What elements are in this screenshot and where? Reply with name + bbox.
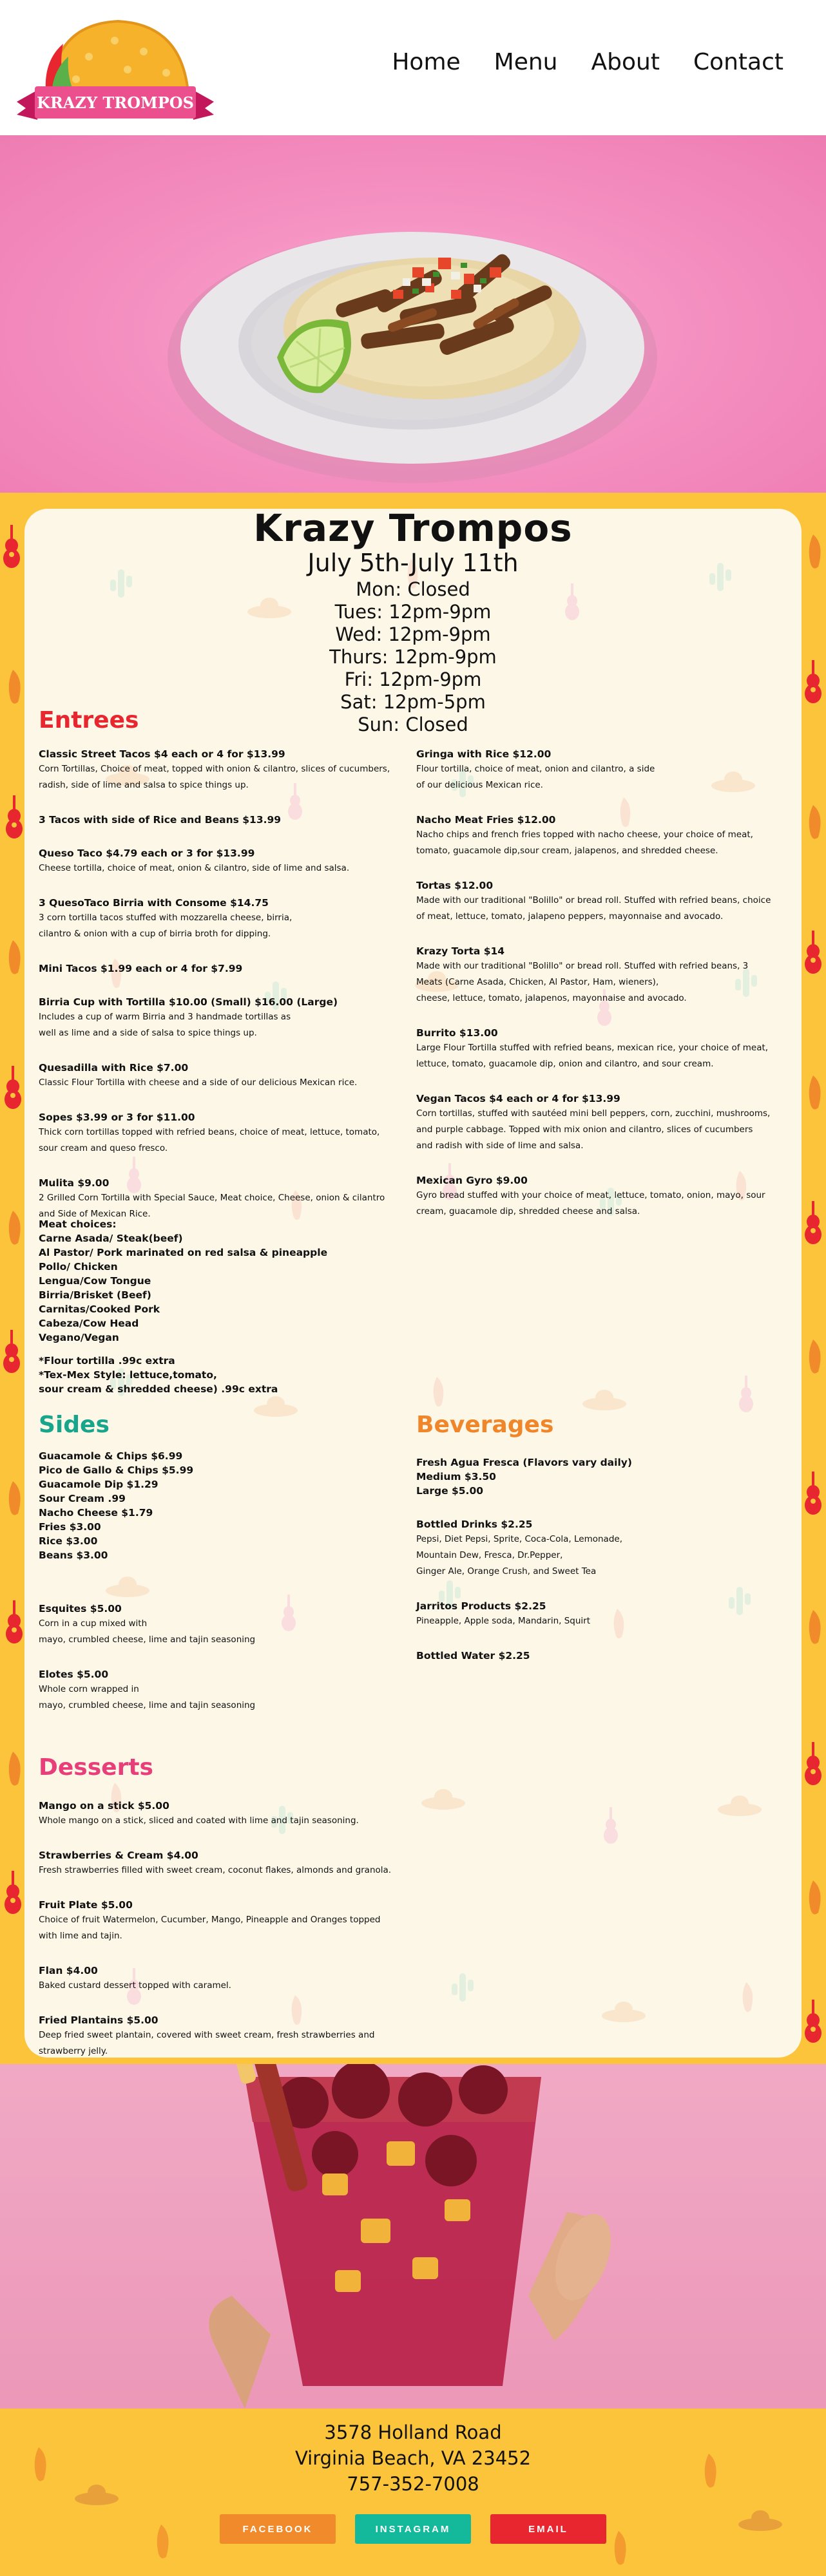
menu-item: Tortas $12.00 Made with our traditional "Bolillo" or bread roll. Stuffed with refried beans, choice of meat, lettuce, tomato, jalapeno peppers, mayonnaise and avocado. [416, 880, 771, 922]
beverages-column [416, 1455, 790, 1682]
entrees-heading: Entrees [39, 707, 139, 734]
menu-item: Classic Street Tacos $4 each or 4 for $13.99 Corn Tortillas, Choice of meat, topped with onion & cilantro, slices of cucumbers, radish, side of lime and salsa to spice things up. [39, 748, 390, 790]
hours-thu: Thurs: 12pm-9pm [329, 646, 497, 668]
meat-choices-label: Meat choices: [39, 1218, 117, 1230]
menu-item: Queso Taco $4.79 each or 3 for $13.99 Cheese tortilla, choice of meat, onion & cilantro, side of lime and salsa. [39, 848, 350, 873]
extras-note: *Flour tortilla .99c extra [39, 1355, 175, 1367]
meat-option: Cabeza/Cow Head [39, 1318, 139, 1329]
side-item: Guacamole Dip $1.29 [39, 1479, 158, 1490]
side-item: Rice $3.00 [39, 1535, 98, 1547]
phone-number[interactable]: 757-352-7008 [347, 2473, 479, 2495]
address-line-1: 3578 Holland Road [324, 2421, 502, 2443]
social-buttons [0, 2514, 826, 2544]
nav-home[interactable]: Home [392, 49, 461, 75]
meat-option: Birria/Brisket (Beef) [39, 1289, 151, 1301]
taco-plate-image [0, 135, 826, 493]
menu-item: Gringa with Rice $12.00 Flour tortilla, choice of meat, onion and cilantro, a side of our delicious Mexican rice. [416, 748, 655, 790]
hours-mon: Mon: Closed [356, 578, 470, 600]
instagram-button[interactable]: INSTAGRAM [355, 2514, 471, 2544]
meat-option: Pollo/ Chicken [39, 1261, 118, 1273]
menu-item: Sopes $3.99 or 3 for $11.00 Thick corn tortillas topped with refried beans, choice of meat, lettuce, tomato, sour cream and queso fresco. [39, 1112, 380, 1153]
drink-photo [0, 2064, 826, 2409]
side-item: Sour Cream .99 [39, 1493, 126, 1504]
facebook-button[interactable]: FACEBOOK [220, 2514, 336, 2544]
side-item: Fries $3.00 [39, 1521, 101, 1533]
menu-item: Bottled Drinks $2.25 Pepsi, Diet Pepsi, Sprite, Coca-Cola, Lemonade, Mountain Dew, Fresca, Dr.Pepper, Ginger Ale, Orange Crush, and Sweet Tea [416, 1519, 622, 1577]
sides-list [39, 1449, 399, 1562]
menu-item: Mango on a stick $5.00 Whole mango on a stick, sliced and coated with lime and tajin seasoning. [39, 1800, 359, 1826]
sides-specials [39, 1602, 399, 1733]
nav-about[interactable]: About [591, 49, 660, 75]
menu-item: Nacho Meat Fries $12.00 Nacho chips and french fries topped with nacho cheese, your choice of meat, tomato, guacamole dip,sour cream, jalapenos, and shredded cheese. [416, 814, 753, 856]
logo-text: KRAZY TROMPOS [37, 93, 194, 112]
menu-item: Quesadilla with Rice $7.00 Classic Flour Tortilla with cheese and a side of our delicious Mexican rice. [39, 1062, 358, 1088]
hours-fri: Fri: 12pm-9pm [344, 668, 482, 690]
side-item: Pico de Gallo & Chips $5.99 [39, 1464, 194, 1476]
menu-item: 3 Tacos with side of Rice and Beans $13.99 [39, 814, 282, 826]
meat-option: Carne Asada/ Steak(beef) [39, 1233, 183, 1244]
menu-item: Jarritos Products $2.25 Pineapple, Apple soda, Mandarin, Squirt [416, 1600, 590, 1626]
menu-item: 3 QuesoTaco Birria with Consome $14.75 3 corn tortilla tacos stuffed with mozzarella cheese, birria, cilantro & onion with a cup of birria broth for dipping. [39, 897, 293, 939]
site-header [0, 0, 826, 135]
menu-item: Bottled Water $2.25 [416, 1650, 530, 1662]
sides-heading: Sides [39, 1412, 110, 1438]
menu-item: Fried Plantains $5.00 Deep fried sweet plantain, covered with sweet cream, fresh strawberries and strawberry jelly. [39, 2014, 375, 2056]
nav-contact[interactable]: Contact [693, 49, 783, 75]
desserts-heading: Desserts [39, 1754, 153, 1781]
desserts-column [39, 1799, 425, 2079]
address-line-2: Virginia Beach, VA 23452 [294, 2447, 532, 2469]
beverages-heading: Beverages [416, 1412, 554, 1438]
meat-option: Vegano/Vegan [39, 1332, 119, 1343]
menu-item: Mexican Gyro $9.00 Gyro bread stuffed with your choice of meat, lettuce, tomato, onion, mayo, sour cream, guacamole dip, shredded cheese and salsa. [416, 1175, 765, 1217]
extras-note: *Tex-Mex Style: lettuce,tomato, [39, 1369, 217, 1381]
entrees-left-column [39, 747, 399, 1242]
hours-tue: Tues: 12pm-9pm [334, 601, 492, 623]
hours-sat: Sat: 12pm-5pm [340, 691, 486, 713]
meat-choices [39, 1217, 399, 1345]
menu-item: Strawberries & Cream $4.00 Fresh strawberries filled with sweet cream, coconut flakes, almonds and granola. [39, 1850, 392, 1875]
krazy-trompos-logo[interactable] [12, 5, 219, 131]
menu-item: Vegan Tacos $4 each or 4 for $13.99 Corn tortillas, stuffed with sautéed mini bell peppers, corn, zucchini, mushrooms, and purple cabbage. Topped with mix onion and cilantro, slices of cucumbers and radish with side of lime and salsa. [416, 1093, 771, 1151]
menu-item: Flan $4.00 Baked custard dessert topped with caramel. [39, 1965, 231, 1991]
side-item: Beans $3.00 [39, 1549, 108, 1561]
menu-item: Elotes $5.00 Whole corn wrapped in mayo, crumbled cheese, lime and tajin seasoning [39, 1669, 256, 1710]
extras-note: sour cream & shredded cheese) .99c extra [39, 1383, 278, 1395]
hours-wed: Wed: 12pm-9pm [335, 623, 491, 645]
menu-dates: July 5th-July 11th [307, 549, 519, 577]
hero-taco-photo [0, 135, 826, 493]
side-item: Nacho Cheese $1.79 [39, 1507, 153, 1519]
menu-item: Esquites $5.00 Corn in a cup mixed with mayo, crumbled cheese, lime and tajin seasoning [39, 1603, 256, 1645]
menu-item: Birria Cup with Tortilla $10.00 (Small) $16.00 (Large) Includes a cup of warm Birria and 3 handmade tortillas as well as lime and a side of salsa to spice things up. [39, 996, 338, 1038]
meat-option: Carnitas/Cooked Pork [39, 1303, 160, 1315]
menu-item: Mini Tacos $1.99 each or 4 for $7.99 [39, 963, 243, 974]
mangonada-image [0, 2064, 826, 2409]
menu-item: Krazy Torta $14 Made with our traditional "Bolillo" or bread roll. Stuffed with refried beans, 3 Meats (Carne Asada, Chicken, Al Pastor, Ham, wieners), cheese, lettuce, tomato, jalapenos, mayonnaise and avocado. [416, 945, 749, 1003]
meat-option: Lengua/Cow Tongue [39, 1275, 151, 1287]
menu-item: Fruit Plate $5.00 Choice of fruit Watermelon, Cucumber, Mango, Pineapple and Oranges topped with lime and tajin. [39, 1899, 381, 1941]
menu-item: Burrito $13.00 Large Flour Tortilla stuffed with refried beans, mexican rice, your choice of meat, lettuce, tomato, guacamole dip, onion and cilantro, and sour cream. [416, 1027, 769, 1069]
entrees-right-column [416, 747, 790, 1239]
email-button[interactable]: EMAIL [490, 2514, 606, 2544]
main-nav [392, 49, 783, 75]
menu-title: Krazy Trompos [253, 506, 573, 550]
nav-menu[interactable]: Menu [494, 49, 558, 75]
hours-sun: Sun: Closed [358, 714, 468, 735]
side-item: Guacamole & Chips $6.99 [39, 1450, 183, 1462]
menu-item: Mulita $9.00 2 Grilled Corn Tortilla with Special Sauce, Meat choice, Cheese, onion & cilantro and Side of Mexican Rice. [39, 1177, 385, 1219]
meat-option: Al Pastor/ Pork marinated on red salsa & pineapple [39, 1247, 328, 1258]
menu-item: Fresh Agua Fresca (Flavors vary daily) Medium $3.50 Large $5.00 [416, 1457, 632, 1497]
extras-notes [39, 1354, 399, 1396]
